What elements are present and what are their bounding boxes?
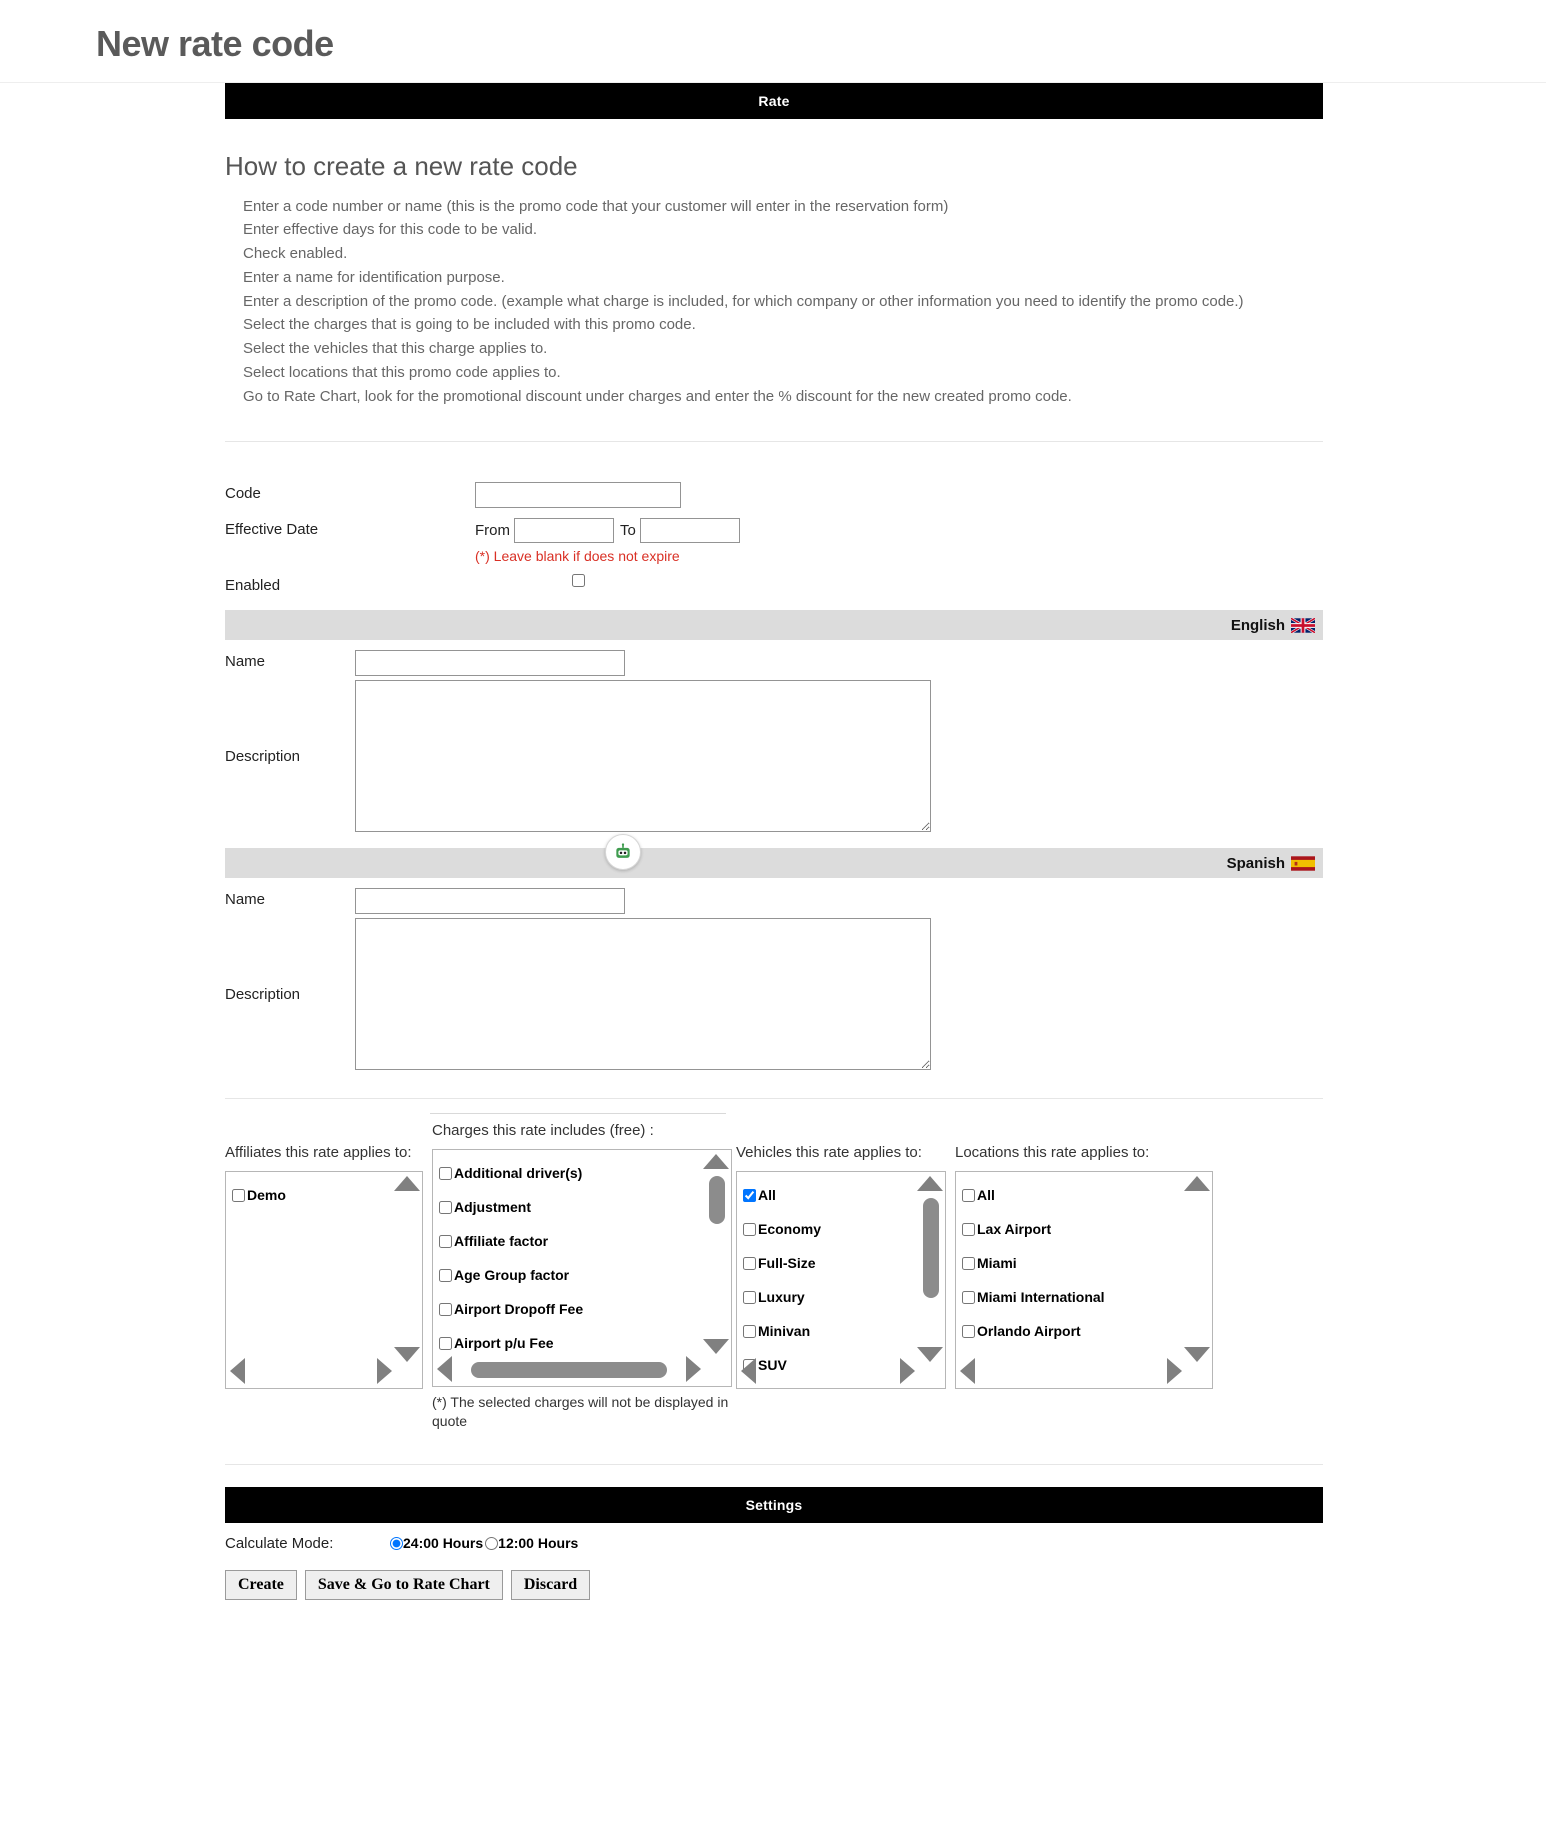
charges-vertical-scrollbar[interactable] bbox=[703, 1154, 729, 1354]
howto-step: Check enabled. bbox=[243, 245, 348, 263]
english-description-label: Description bbox=[225, 747, 301, 765]
english-description-row bbox=[225, 680, 1323, 832]
charge-checkbox-affiliate-factor[interactable] bbox=[439, 1235, 452, 1248]
effective-date-row bbox=[225, 518, 1323, 564]
list-item-label: Additional driver(s) bbox=[454, 1165, 583, 1182]
vertical-scroll-thumb[interactable] bbox=[709, 1176, 725, 1224]
enabled-label: Enabled bbox=[225, 577, 281, 595]
list-item[interactable] bbox=[962, 1246, 1212, 1280]
scroll-up-arrow-icon[interactable] bbox=[917, 1176, 943, 1191]
locations-vertical-scrollbar[interactable] bbox=[1184, 1176, 1210, 1362]
affiliates-horizontal-scrollbar[interactable] bbox=[230, 1358, 392, 1384]
spanish-description-label: Description bbox=[225, 985, 301, 1003]
to-label: To bbox=[620, 522, 636, 540]
enabled-checkbox[interactable] bbox=[572, 574, 585, 587]
spain-flag-icon bbox=[1291, 856, 1315, 871]
location-checkbox-lax-airport[interactable] bbox=[962, 1223, 975, 1236]
howto-step: Enter a description of the promo code. (example what charge is included, for which company or other information you need to identify the promo code.) bbox=[243, 292, 1244, 310]
scroll-up-arrow-icon[interactable] bbox=[1184, 1176, 1210, 1191]
expire-note: (*) Leave blank if does not expire bbox=[475, 548, 680, 565]
scroll-right-arrow-icon[interactable] bbox=[686, 1356, 701, 1382]
effective-to-input[interactable] bbox=[640, 518, 740, 543]
vehicle-checkbox-minivan[interactable] bbox=[743, 1325, 756, 1338]
language-bar-spanish bbox=[225, 848, 1323, 878]
from-label: From bbox=[475, 522, 510, 540]
affiliates-column bbox=[225, 1122, 430, 1389]
location-checkbox-orlando-airport[interactable] bbox=[962, 1325, 975, 1338]
locations-column bbox=[955, 1122, 1215, 1389]
list-item[interactable] bbox=[743, 1246, 945, 1280]
language-label-spanish: Spanish bbox=[1226, 854, 1285, 872]
horizontal-scroll-thumb[interactable] bbox=[471, 1362, 667, 1378]
scroll-up-arrow-icon[interactable] bbox=[394, 1176, 420, 1191]
list-item-label: All bbox=[977, 1187, 995, 1204]
rate-section-header: Rate bbox=[225, 83, 1323, 119]
scroll-up-arrow-icon[interactable] bbox=[703, 1154, 729, 1169]
vertical-scroll-thumb[interactable] bbox=[923, 1198, 939, 1298]
spanish-name-label: Name bbox=[225, 891, 266, 909]
howto-step: Enter a name for identification purpose. bbox=[243, 268, 505, 286]
calculate-mode-label: Calculate Mode: bbox=[225, 1534, 334, 1552]
howto-step: Go to Rate Chart, look for the promotional discount under charges and enter the % discount for the new created promo code. bbox=[243, 387, 1072, 405]
howto-step: Select the charges that is going to be included with this promo code. bbox=[243, 316, 696, 334]
howto-step: Enter a code number or name (this is the promo code that your customer will enter in the reservation form) bbox=[243, 197, 949, 215]
vehicles-listbox[interactable] bbox=[736, 1171, 946, 1389]
howto-step: Select locations that this promo code applies to. bbox=[243, 363, 561, 381]
charge-checkbox-airport-pu-fee[interactable] bbox=[439, 1337, 452, 1350]
calculate-mode-radio-24h[interactable] bbox=[390, 1537, 403, 1550]
list-item[interactable] bbox=[439, 1190, 731, 1224]
location-checkbox-miami[interactable] bbox=[962, 1257, 975, 1270]
code-label: Code bbox=[225, 485, 261, 503]
list-item[interactable] bbox=[743, 1178, 945, 1212]
list-item[interactable] bbox=[743, 1314, 945, 1348]
list-item-label: Orlando Airport bbox=[977, 1323, 1081, 1340]
spanish-description-row bbox=[225, 918, 1323, 1070]
english-name-label: Name bbox=[225, 653, 266, 671]
scroll-down-arrow-icon[interactable] bbox=[1184, 1347, 1210, 1362]
scroll-down-arrow-icon[interactable] bbox=[917, 1347, 943, 1362]
list-item[interactable] bbox=[439, 1156, 731, 1190]
location-checkbox-miami-international[interactable] bbox=[962, 1291, 975, 1304]
scroll-left-arrow-icon[interactable] bbox=[741, 1358, 756, 1384]
locations-listbox[interactable] bbox=[955, 1171, 1213, 1389]
charge-checkbox-additional-drivers[interactable] bbox=[439, 1167, 452, 1180]
vehicle-checkbox-luxury[interactable] bbox=[743, 1291, 756, 1304]
list-item-label: Full-Size bbox=[758, 1255, 816, 1272]
scroll-left-arrow-icon[interactable] bbox=[960, 1358, 975, 1384]
create-button[interactable]: Create bbox=[225, 1570, 297, 1600]
list-item[interactable] bbox=[439, 1224, 731, 1258]
charge-checkbox-airport-dropoff-fee[interactable] bbox=[439, 1303, 452, 1316]
discard-button[interactable]: Discard bbox=[511, 1570, 590, 1600]
settings-divider bbox=[225, 1464, 1323, 1465]
effective-from-input[interactable] bbox=[514, 518, 614, 543]
affiliates-items bbox=[226, 1172, 422, 1212]
scroll-down-arrow-icon[interactable] bbox=[703, 1339, 729, 1354]
vehicles-caption: Vehicles this rate applies to: bbox=[736, 1144, 922, 1162]
code-row bbox=[225, 482, 1323, 508]
list-item-label: Luxury bbox=[758, 1289, 805, 1306]
list-item-label: Miami International bbox=[977, 1289, 1105, 1306]
list-item-label: Minivan bbox=[758, 1323, 811, 1340]
list-item-label: Lax Airport bbox=[977, 1221, 1052, 1238]
howto-title: How to create a new rate code bbox=[225, 150, 578, 181]
charges-column bbox=[432, 1122, 732, 1429]
charges-caption: Charges this rate includes (free) : bbox=[432, 1122, 654, 1140]
english-description-textarea[interactable] bbox=[355, 680, 931, 832]
effective-date-label: Effective Date bbox=[225, 521, 319, 539]
list-item-label: Economy bbox=[758, 1221, 822, 1238]
spanish-name-row bbox=[225, 888, 1323, 914]
affiliate-checkbox-demo[interactable] bbox=[232, 1189, 245, 1202]
list-item[interactable] bbox=[439, 1326, 731, 1360]
translate-robot-icon[interactable] bbox=[605, 834, 641, 870]
charge-checkbox-age-group-factor[interactable] bbox=[439, 1269, 452, 1282]
scroll-right-arrow-icon[interactable] bbox=[377, 1358, 392, 1384]
charge-checkbox-adjustment[interactable] bbox=[439, 1201, 452, 1214]
list-item[interactable] bbox=[962, 1212, 1212, 1246]
scroll-left-arrow-icon[interactable] bbox=[230, 1358, 245, 1384]
spanish-name-input[interactable] bbox=[355, 888, 625, 914]
vehicle-checkbox-economy[interactable] bbox=[743, 1223, 756, 1236]
settings-section-header: Settings bbox=[225, 1487, 1323, 1523]
list-item-label: Airport Dropoff Fee bbox=[454, 1301, 584, 1318]
list-item-label: SUV bbox=[758, 1357, 787, 1374]
list-item-label: Demo bbox=[247, 1187, 286, 1204]
locations-caption: Locations this rate applies to: bbox=[955, 1144, 1150, 1162]
affiliates-caption: Affiliates this rate applies to: bbox=[225, 1144, 412, 1162]
list-item-label: Affiliate factor bbox=[454, 1233, 549, 1250]
calculate-mode-label-24h[interactable]: 24:00 Hours bbox=[403, 1535, 484, 1552]
charges-top-divider bbox=[430, 1113, 726, 1114]
english-name-row bbox=[225, 650, 1323, 676]
charges-footnote: (*) The selected charges will not be displayed in quote bbox=[432, 1394, 729, 1429]
language-label-english: English bbox=[1230, 616, 1285, 634]
locations-items bbox=[956, 1172, 1212, 1348]
howto-steps bbox=[243, 196, 1323, 408]
affiliates-listbox[interactable] bbox=[225, 1171, 423, 1389]
list-item-label: All bbox=[758, 1187, 776, 1204]
save-and-go-to-rate-chart-button[interactable]: Save & Go to Rate Chart bbox=[305, 1570, 503, 1600]
howto-step: Select the vehicles that this charge applies to. bbox=[243, 340, 548, 358]
main-content bbox=[223, 83, 1323, 1640]
affiliates-vertical-scrollbar[interactable] bbox=[394, 1176, 420, 1362]
vehicles-horizontal-scrollbar[interactable] bbox=[741, 1358, 915, 1384]
calculate-mode-row bbox=[225, 1535, 1323, 1552]
list-item-label: Airport p/u Fee bbox=[454, 1335, 554, 1352]
scroll-right-arrow-icon[interactable] bbox=[900, 1358, 915, 1384]
scroll-down-arrow-icon[interactable] bbox=[394, 1347, 420, 1362]
calculate-mode-radio-12h[interactable] bbox=[485, 1537, 498, 1550]
uk-flag-icon bbox=[1291, 618, 1315, 633]
selector-columns bbox=[225, 1122, 1323, 1429]
charges-horizontal-scrollbar[interactable] bbox=[437, 1356, 701, 1382]
vehicles-items bbox=[737, 1172, 945, 1382]
spanish-description-textarea[interactable] bbox=[355, 918, 931, 1070]
scroll-left-arrow-icon[interactable] bbox=[437, 1356, 452, 1382]
list-item[interactable] bbox=[962, 1178, 1212, 1212]
calculate-mode-label-12h[interactable]: 12:00 Hours bbox=[498, 1535, 579, 1552]
scroll-right-arrow-icon[interactable] bbox=[1167, 1358, 1182, 1384]
english-name-input[interactable] bbox=[355, 650, 625, 676]
list-item[interactable] bbox=[962, 1314, 1212, 1348]
enabled-row bbox=[225, 574, 1323, 594]
page-header bbox=[0, 0, 1546, 83]
charges-listbox[interactable] bbox=[432, 1149, 732, 1387]
vehicle-checkbox-all[interactable] bbox=[743, 1189, 756, 1202]
vehicles-vertical-scrollbar[interactable] bbox=[917, 1176, 943, 1362]
code-input[interactable] bbox=[475, 482, 681, 508]
list-item-label: Adjustment bbox=[454, 1199, 531, 1216]
howto-step: Enter effective days for this code to be valid. bbox=[243, 221, 538, 239]
list-item[interactable] bbox=[439, 1258, 731, 1292]
location-checkbox-all[interactable] bbox=[962, 1189, 975, 1202]
locations-horizontal-scrollbar[interactable] bbox=[960, 1358, 1182, 1384]
page-title: New rate code bbox=[96, 23, 334, 64]
list-item[interactable] bbox=[743, 1280, 945, 1314]
vehicles-column bbox=[736, 1122, 951, 1389]
language-bar-english bbox=[225, 610, 1323, 640]
list-item-label: Miami bbox=[977, 1255, 1017, 1272]
list-item[interactable] bbox=[743, 1212, 945, 1246]
list-item[interactable] bbox=[962, 1280, 1212, 1314]
list-item[interactable] bbox=[439, 1292, 731, 1326]
list-item-label: Age Group factor bbox=[454, 1267, 570, 1284]
action-buttons bbox=[225, 1570, 1323, 1600]
charges-items bbox=[433, 1150, 731, 1360]
vehicle-checkbox-full-size[interactable] bbox=[743, 1257, 756, 1270]
calculate-mode-radio-group[interactable] bbox=[390, 1535, 580, 1551]
